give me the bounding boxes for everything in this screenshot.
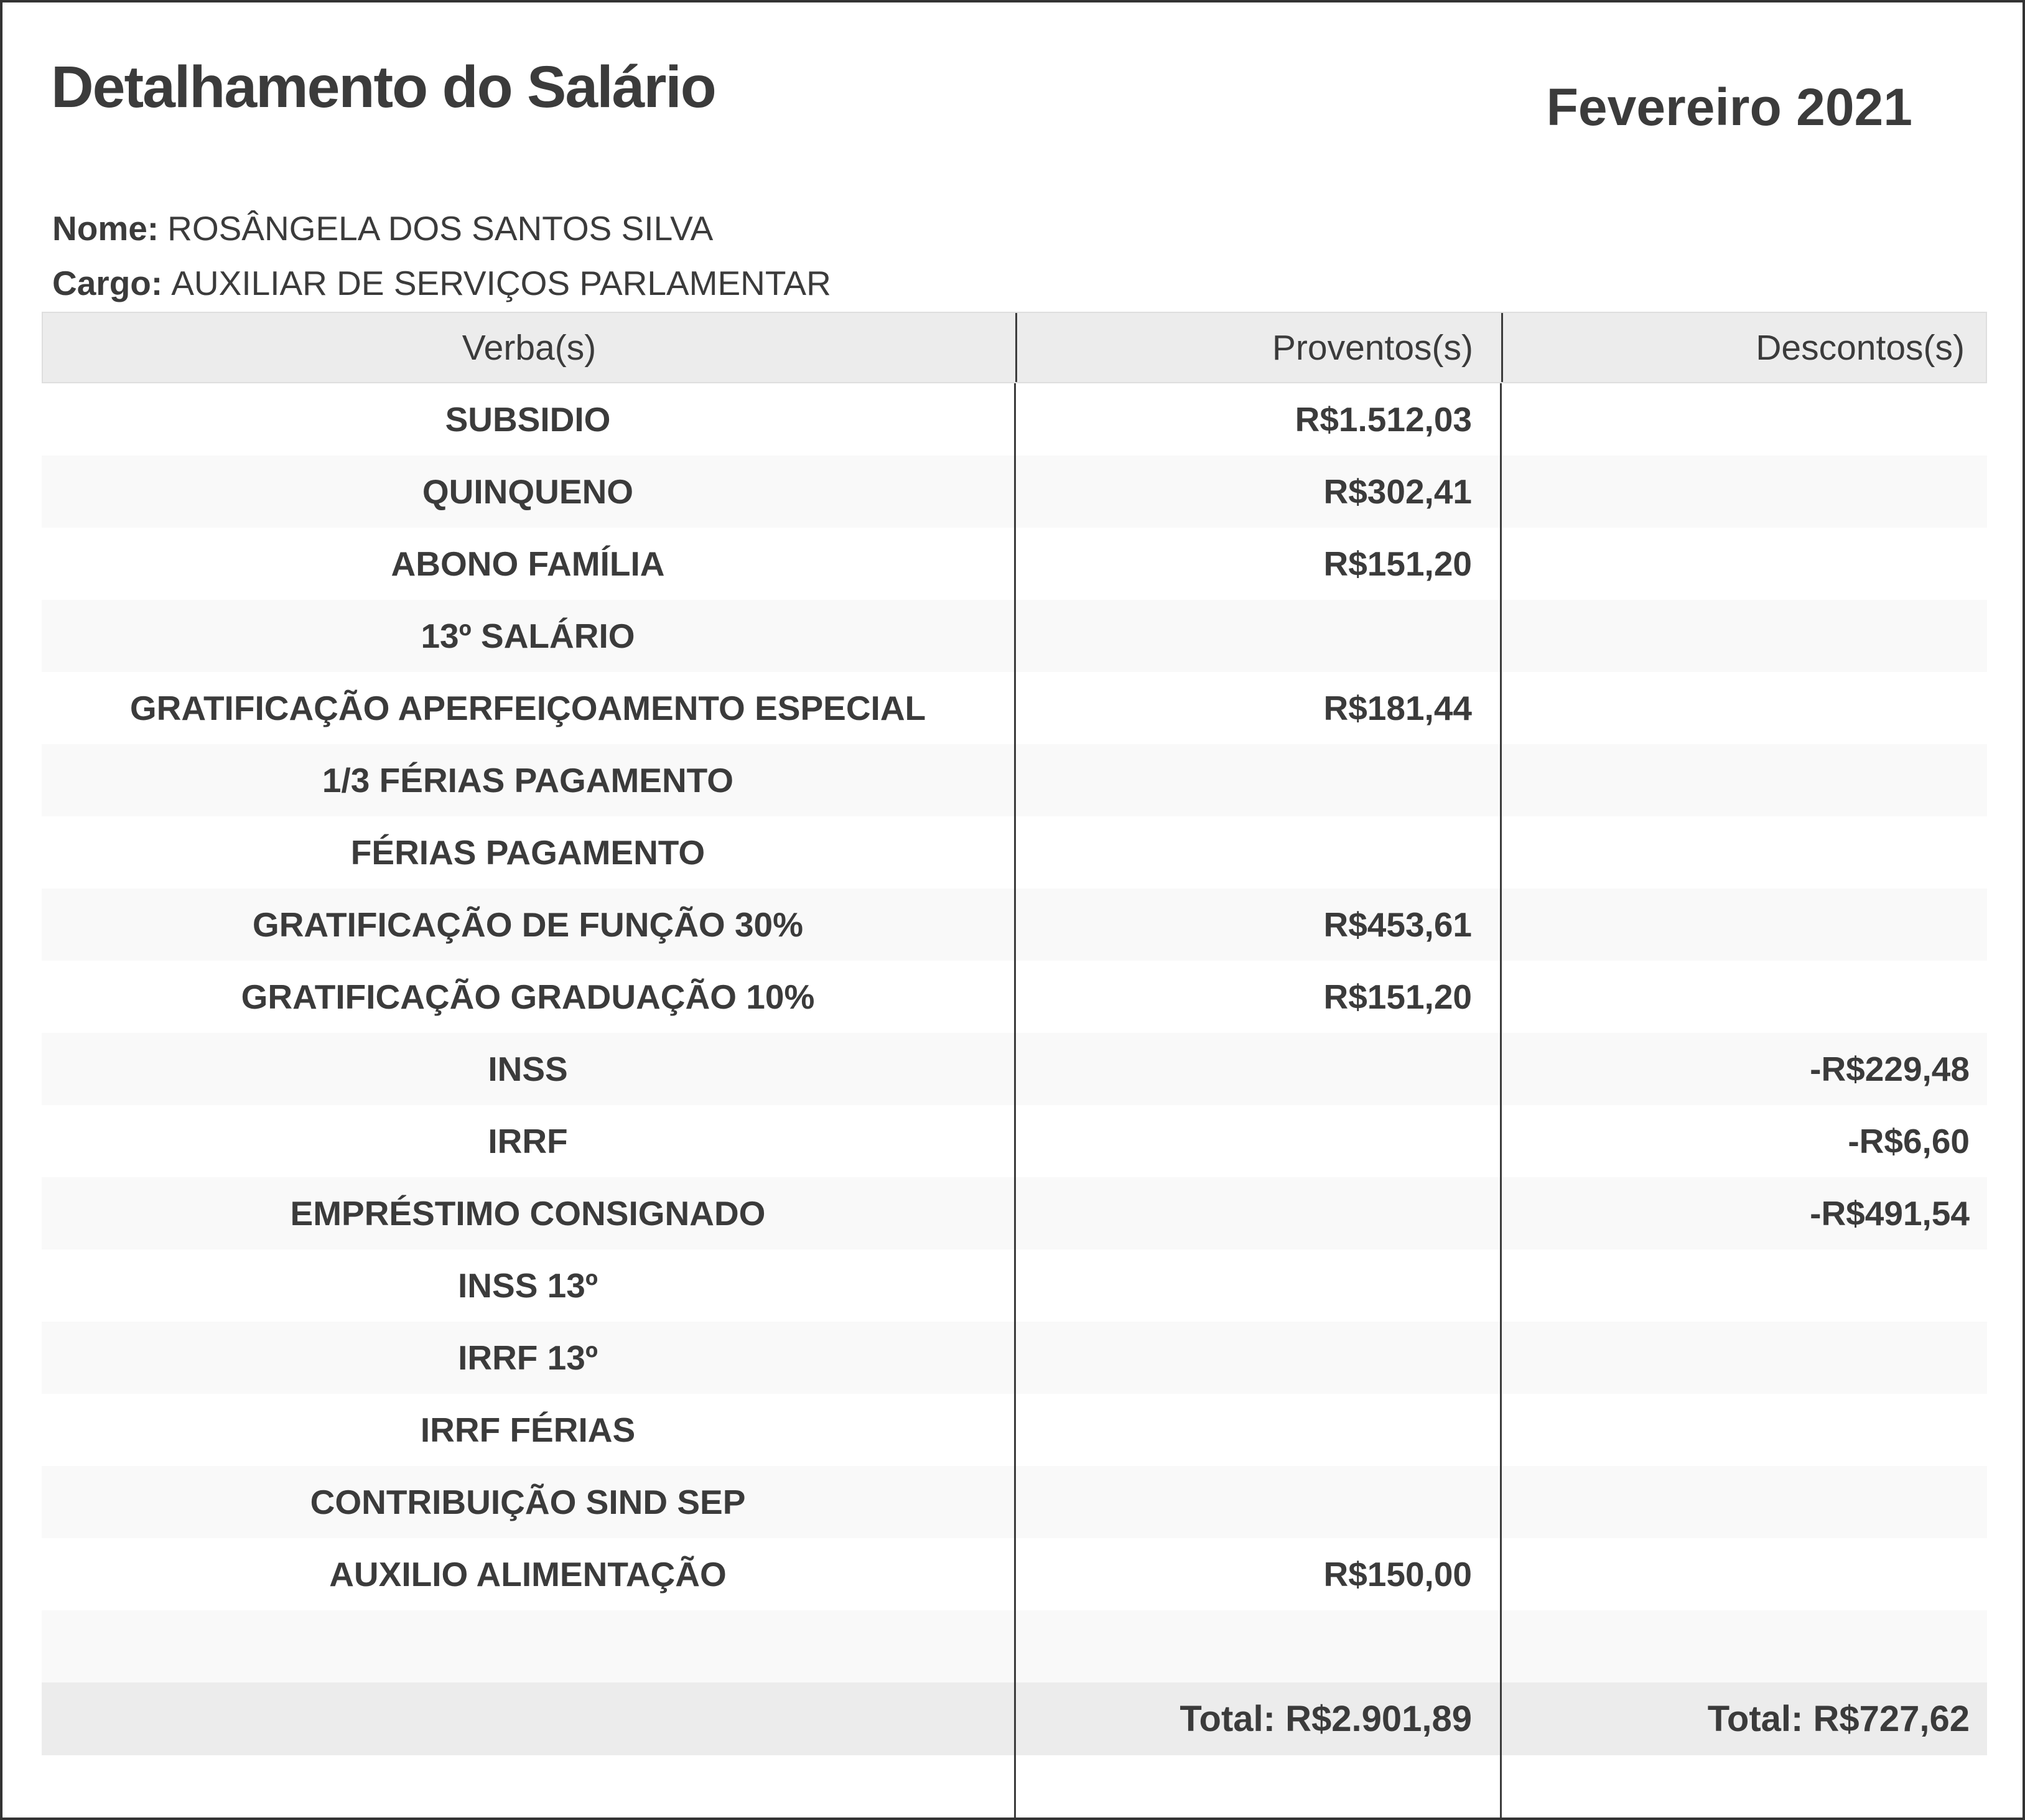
footer-extension-descontos xyxy=(1500,1755,1987,1818)
row-provento-value xyxy=(1014,600,1500,672)
table-row xyxy=(42,1322,1987,1394)
row-provento-value xyxy=(1014,1394,1500,1466)
table-row xyxy=(42,528,1987,600)
row-verba-label xyxy=(42,1610,1014,1682)
row-provento-value xyxy=(1014,1610,1500,1682)
page-header xyxy=(51,55,1912,136)
row-desconto-value xyxy=(1500,1394,1987,1466)
row-provento-value: R$151,20 xyxy=(1014,961,1500,1033)
row-verba-label: IRRF FÉRIAS xyxy=(420,1411,636,1449)
row-verba-label: SUBSIDIO xyxy=(445,400,611,439)
table-row xyxy=(42,1249,1987,1322)
table-row xyxy=(42,744,1987,816)
row-verba-label: CONTRIBUIÇÃO SIND SEP xyxy=(310,1483,746,1521)
row-desconto-value xyxy=(1500,455,1987,528)
table-row xyxy=(42,961,1987,1033)
row-desconto-value xyxy=(1500,1466,1987,1538)
table-row xyxy=(42,600,1987,672)
row-provento-value xyxy=(1014,816,1500,889)
table-row xyxy=(42,455,1987,528)
table-row xyxy=(42,1466,1987,1538)
row-provento-value: R$181,44 xyxy=(1014,672,1500,744)
name-label: Nome: xyxy=(52,209,159,248)
table-row xyxy=(42,1394,1987,1466)
row-verba-label: GRATIFICAÇÃO DE FUNÇÃO 30% xyxy=(252,905,804,944)
row-verba-label: AUXILIO ALIMENTAÇÃO xyxy=(329,1555,727,1594)
table-row xyxy=(42,1033,1987,1105)
page-title: Detalhamento do Salário xyxy=(51,54,715,120)
role-value: AUXILIAR DE SERVIÇOS PARLAMENTAR xyxy=(171,264,831,302)
employee-info xyxy=(52,208,831,317)
row-provento-value xyxy=(1014,1033,1500,1105)
row-provento-value: R$1.512,03 xyxy=(1014,383,1500,455)
period-label: Fevereiro 2021 xyxy=(1546,78,1912,136)
row-verba-label: INSS xyxy=(488,1050,568,1088)
row-desconto-value xyxy=(1500,744,1987,816)
row-provento-value: R$453,61 xyxy=(1014,889,1500,961)
name-value: ROSÂNGELA DOS SANTOS SILVA xyxy=(167,209,714,248)
row-desconto-value: -R$229,48 xyxy=(1500,1033,1987,1105)
row-desconto-value xyxy=(1500,1322,1987,1394)
salary-table-body xyxy=(42,383,1987,1682)
table-row xyxy=(42,1177,1987,1249)
column-header-proventos: Proventos(s) xyxy=(1015,313,1501,382)
row-provento-value xyxy=(1014,1177,1500,1249)
total-proventos: Total: R$2.901,89 xyxy=(1014,1682,1500,1755)
row-desconto-value xyxy=(1500,383,1987,455)
row-desconto-value xyxy=(1500,1249,1987,1322)
row-desconto-value xyxy=(1500,1610,1987,1682)
row-provento-value: R$150,00 xyxy=(1014,1538,1500,1610)
row-provento-value xyxy=(1014,1105,1500,1177)
total-descontos: Total: R$727,62 xyxy=(1500,1682,1987,1755)
table-row xyxy=(42,383,1987,455)
row-verba-label: ABONO FAMÍLIA xyxy=(391,544,665,583)
row-verba-label: GRATIFICAÇÃO APERFEIÇOAMENTO ESPECIAL xyxy=(129,689,926,727)
table-row xyxy=(42,889,1987,961)
row-desconto-value xyxy=(1500,816,1987,889)
row-verba-label: IRRF xyxy=(488,1122,568,1160)
row-provento-value: R$151,20 xyxy=(1014,528,1500,600)
row-desconto-value xyxy=(1500,600,1987,672)
row-provento-value xyxy=(1014,1249,1500,1322)
row-verba-label: QUINQUENO xyxy=(422,472,634,511)
footer-extension-verba xyxy=(42,1755,1014,1818)
row-desconto-value xyxy=(1500,961,1987,1033)
table-footer-extension xyxy=(42,1755,1987,1818)
table-header-row xyxy=(42,312,1987,383)
row-verba-label: GRATIFICAÇÃO GRADUAÇÃO 10% xyxy=(241,978,815,1016)
row-desconto-value xyxy=(1500,889,1987,961)
totals-empty-cell xyxy=(42,1682,1014,1755)
row-desconto-value xyxy=(1500,528,1987,600)
row-desconto-value xyxy=(1500,672,1987,744)
salary-table xyxy=(42,312,1987,1818)
row-provento-value xyxy=(1014,744,1500,816)
row-desconto-value xyxy=(1500,1538,1987,1610)
table-row xyxy=(42,672,1987,744)
row-verba-label: FÉRIAS PAGAMENTO xyxy=(350,833,705,872)
column-header-verba: Verba(s) xyxy=(462,327,597,368)
table-row xyxy=(42,816,1987,889)
employee-role-line xyxy=(52,263,831,304)
row-provento-value xyxy=(1014,1322,1500,1394)
row-verba-label: IRRF 13º xyxy=(458,1338,598,1377)
role-label: Cargo: xyxy=(52,264,163,302)
row-verba-label: EMPRÉSTIMO CONSIGNADO xyxy=(290,1194,766,1233)
row-provento-value xyxy=(1014,1466,1500,1538)
table-row xyxy=(42,1610,1987,1682)
row-desconto-value: -R$6,60 xyxy=(1500,1105,1987,1177)
table-row xyxy=(42,1105,1987,1177)
row-verba-label: INSS 13º xyxy=(458,1266,598,1305)
column-header-descontos: Descontos(s) xyxy=(1501,313,1988,382)
footer-extension-proventos xyxy=(1014,1755,1500,1818)
table-row xyxy=(42,1538,1987,1610)
employee-name-line xyxy=(52,208,831,249)
row-desconto-value: -R$491,54 xyxy=(1500,1177,1987,1249)
row-verba-label: 1/3 FÉRIAS PAGAMENTO xyxy=(322,761,734,800)
totals-row xyxy=(42,1682,1987,1755)
row-verba-label: 13º SALÁRIO xyxy=(421,617,635,655)
row-provento-value: R$302,41 xyxy=(1014,455,1500,528)
